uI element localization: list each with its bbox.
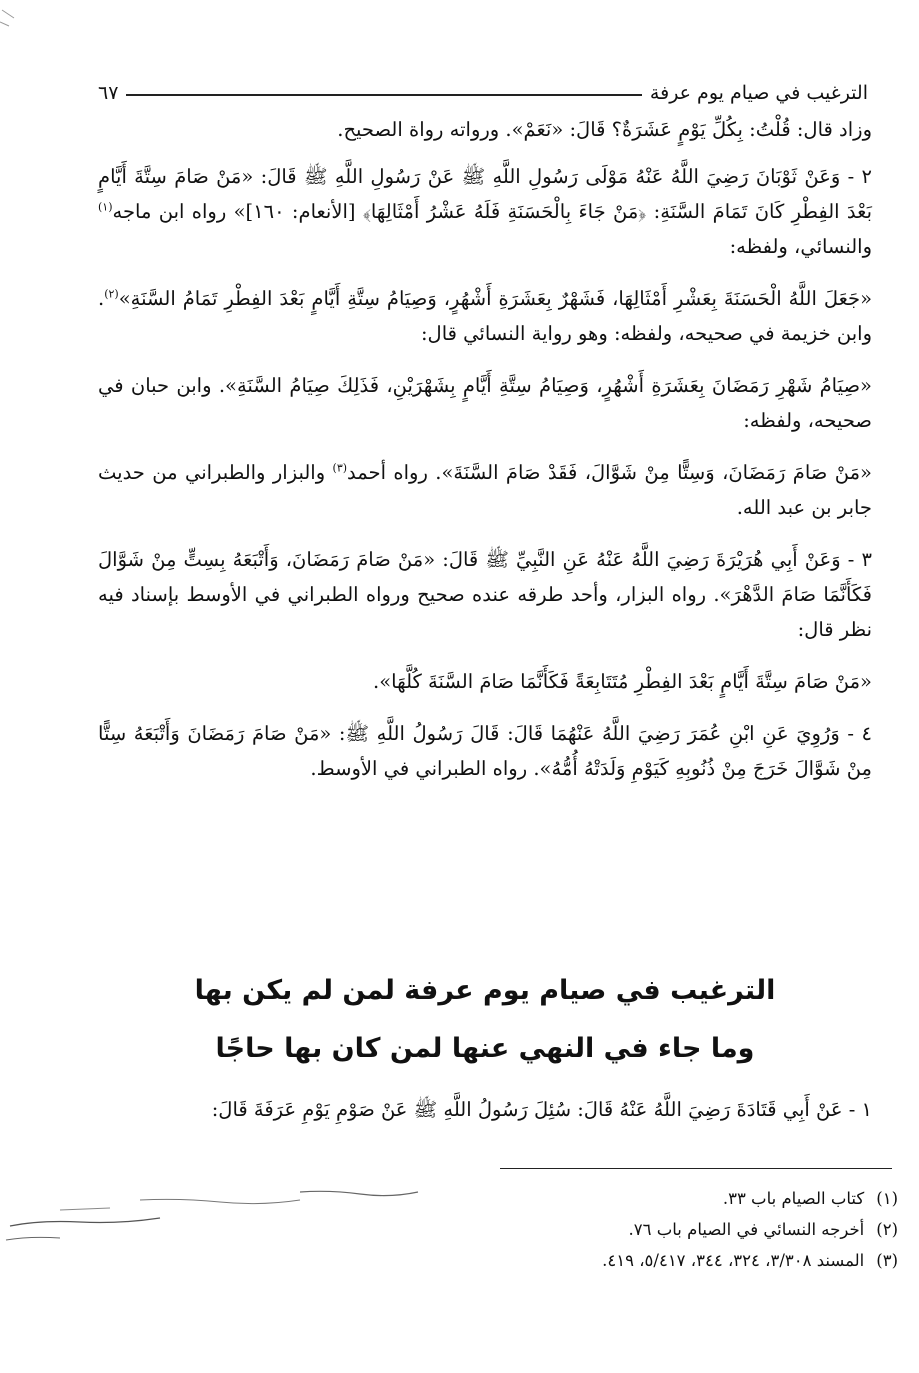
paragraph-5-tail: والبزار والطبراني من حديث جابر بن عبد الله. bbox=[98, 461, 872, 519]
section-heading-line-1: الترغيب في صيام يوم عرفة لمن لم يكن بها bbox=[194, 975, 776, 1006]
paragraph-2-tail: والنسائي، ولفظه: bbox=[729, 235, 872, 258]
footnote-text: المسند ٣/٣٠٨، ٣٢٤، ٣٤٤، ٥/٤١٧، ٤١٩. bbox=[602, 1251, 865, 1270]
footnote-text: كتاب الصيام باب ٣٣. bbox=[722, 1189, 865, 1208]
header-rule bbox=[126, 94, 642, 96]
paragraph-1: وزاد قال: قُلْتُ: بِكُلِّ يَوْمٍ عَشَرَةٌ؟ قَالَ: «نَعَمْ». ورواته رواة الصحيح. bbox=[337, 118, 872, 141]
paragraph-2 bbox=[98, 159, 872, 264]
section-heading-line-2: وما جاء في النهي عنها لمن كان بها حاجًا bbox=[215, 1033, 755, 1064]
footnote-ref-2: (٢) bbox=[104, 287, 119, 301]
paragraph-5 bbox=[98, 455, 872, 525]
main-text bbox=[98, 112, 872, 803]
paragraph-8: ٤ - وَرُوِيَ عَنِ ابْنِ عُمَرَ رَضِيَ اللَّهُ عَنْهُمَا قَالَ: قَالَ رَسُولُ اللَّهِ ﷺ: «مَنْ صَامَ رَمَضَانَ وَأَتْبَعَهُ سِتًّا مِنْ شَوَّالَ خَرَجَ مِنْ ذُنُوبِهِ كَيَوْمِ وَلَدَتْهُ أُمُّهُ». رواه الطبراني في الأوسط. bbox=[98, 722, 872, 780]
paragraph-6: ٣ - وَعَنْ أَبِي هُرَيْرَةَ رَضِيَ اللَّهُ عَنْهُ عَنِ النَّبِيِّ ﷺ قَالَ: «مَنْ صَامَ رَمَضَانَ، وَأَتْبَعَهُ بِسِتٍّ مِنْ شَوَّالَ فَكَأَنَّمَا صَامَ الدَّهْرَ». رواه البزار، وأحد طرقه عنده صحيح ورواه الطبراني في الأوسط بإسناد فيه نظر قال: bbox=[98, 548, 872, 641]
footnote-ref-1: (١) bbox=[98, 200, 113, 214]
section-heading bbox=[98, 962, 872, 1078]
footnote-item bbox=[420, 1245, 898, 1276]
page-number: ٦٧ bbox=[98, 82, 119, 104]
section-first-paragraph: ١ - عَنْ أَبِي قَتَادَةَ رَضِيَ اللَّهُ عَنْهُ قَالَ: سُئِلَ رَسُولُ اللَّهِ ﷺ عَنْ صَوْمِ يَوْمِ عَرَفَةَ قَالَ: bbox=[211, 1098, 872, 1121]
footnote-item bbox=[420, 1183, 898, 1214]
scan-edge-mark bbox=[0, 0, 60, 60]
footnote-text: أخرجه النسائي في الصيام باب ٧٦. bbox=[628, 1220, 865, 1239]
footnote-number: (٢) bbox=[876, 1220, 898, 1239]
footnote-separator bbox=[500, 1168, 892, 1169]
handwritten-scribble-marks bbox=[0, 1180, 420, 1260]
paragraph-3-tail: . وابن خزيمة في صحيحه، ولفظه: وهو رواية النسائي قال: bbox=[98, 287, 872, 345]
running-header bbox=[98, 70, 868, 104]
footnote-ref-3: (٣) bbox=[332, 461, 348, 475]
paragraph-4: «صِيَامُ شَهْرِ رَمَضَانَ بِعَشَرَةِ أَشْهُرٍ، وَصِيَامُ سِتَّةِ أَيَّامٍ بِشَهْرَيْنِ، فَذَلِكَ صِيَامُ السَّنَةِ». وابن حبان في صحيحه، ولفظه: bbox=[98, 374, 872, 432]
footnotes bbox=[420, 1183, 898, 1276]
footnote-item bbox=[420, 1214, 898, 1245]
footnote-number: (٣) bbox=[876, 1251, 898, 1270]
footnote-number: (١) bbox=[876, 1189, 898, 1208]
paragraph-5-text: «مَنْ صَامَ رَمَضَانَ، وَسِتًّا مِنْ شَوَّالَ، فَقَدْ صَامَ السَّنَةَ». رواه أحمد bbox=[347, 461, 872, 484]
paragraph-3-text: «جَعَلَ اللَّهُ الْحَسَنَةَ بِعَشْرِ أَمْثَالِهَا، فَشَهْرٌ بِعَشَرَةِ أَشْهُرٍ، وَصِيَامُ سِتَّةِ أَيَّامٍ بَعْدَ الفِطْرِ تَمَامُ السَّنَةِ» bbox=[118, 287, 872, 310]
paragraph-7: «مَنْ صَامَ سِتَّةَ أَيَّامٍ بَعْدَ الفِطْرِ مُتَتَابِعَةً فَكَأَنَّمَا صَامَ السَّنَةَ كُلَّهَا». bbox=[373, 670, 872, 693]
paragraph-3 bbox=[98, 281, 872, 351]
running-title: الترغيب في صيام يوم عرفة bbox=[649, 82, 868, 104]
paragraph-2-text: ٢ - وَعَنْ ثَوْبَانَ رَضِيَ اللَّهُ عَنْهُ مَوْلَى رَسُولِ اللَّهِ ﷺ عَنْ رَسُولِ اللَّهِ ﷺ قَالَ: «مَنْ صَامَ سِتَّةَ أَيَّامٍ بَعْدَ الفِطْرِ كَانَ تَمَامَ السَّنَةِ: ﴿مَنْ جَاءَ بِالْحَسَنَةِ فَلَهُ عَشْرُ أَمْثَالِهَا﴾ [الأنعام: ١٦٠]» رواه ابن ماجه bbox=[98, 165, 872, 223]
